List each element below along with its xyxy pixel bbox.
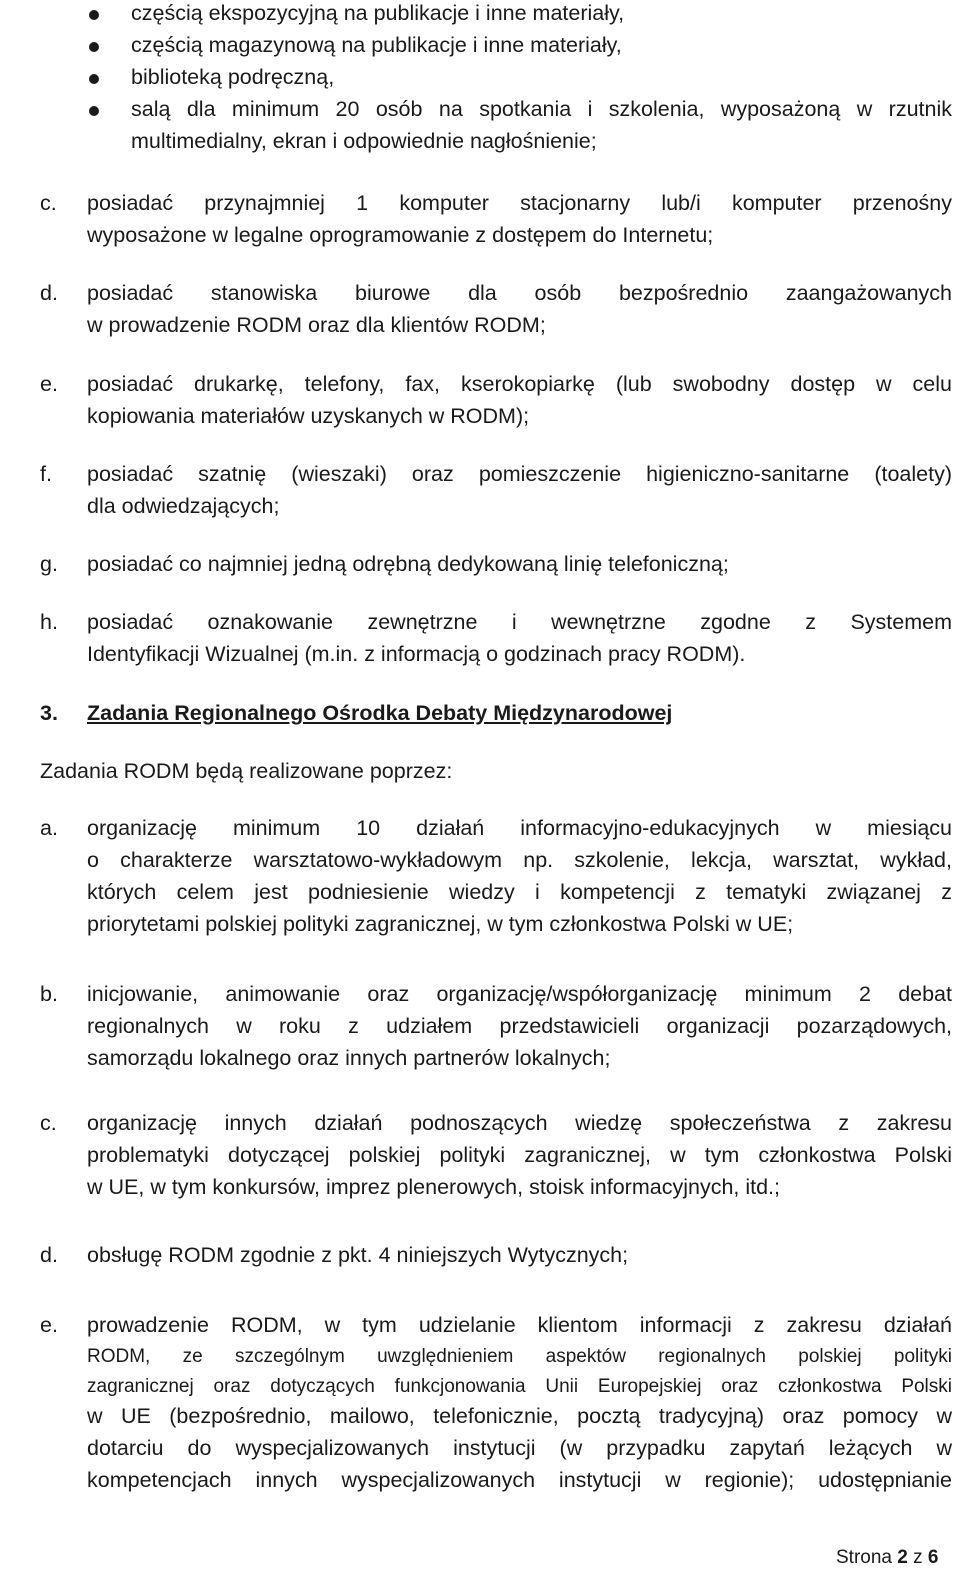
list-item: kopiowania materiałów uzyskanych w RODM);	[87, 404, 530, 428]
list-marker: e.	[40, 372, 58, 396]
list-item: których celem jest podniesienie wiedzy i kompetencji z tematyki związanej z	[87, 880, 952, 904]
section-number: 3.	[40, 701, 58, 725]
list-marker: h.	[40, 610, 58, 634]
list-item: posiadać oznakowanie zewnętrzne i wewnętrzne zgodne z Systemem	[87, 610, 952, 634]
footer-of: z	[913, 1547, 923, 1568]
bullet-dot	[89, 74, 99, 84]
list-item: posiadać przynajmniej 1 komputer stacjonarny lub/i komputer przenośny	[87, 191, 952, 215]
list-item: obsługę RODM zgodnie z pkt. 4 niniejszych Wytycznych;	[87, 1243, 629, 1267]
list-marker: c.	[40, 191, 57, 215]
bullet-item-continuation: multimedialny, ekran i odpowiednie nagłośnienie;	[131, 129, 597, 153]
list-item: posiadać co najmniej jedną odrębną dedykowaną linię telefoniczną;	[87, 552, 729, 576]
list-marker: e.	[40, 1313, 58, 1337]
list-item: Identyfikacji Wizualnej (m.in. z informacją o godzinach pracy RODM).	[87, 642, 746, 666]
footer-label: Strona	[836, 1547, 892, 1568]
bullet-item: salą dla minimum 20 osób na spotkania i szkolenia, wyposażoną w rzutnik	[131, 97, 952, 121]
list-item: dla odwiedzających;	[87, 494, 280, 518]
list-marker: f.	[40, 462, 52, 486]
list-marker: g.	[40, 552, 58, 576]
list-marker: b.	[40, 982, 58, 1006]
page-footer	[836, 1548, 938, 1567]
list-item: samorządu lokalnego oraz innych partnerów lokalnych;	[87, 1046, 611, 1070]
list-item: prowadzenie RODM, w tym udzielanie klientom informacji z zakresu działań	[87, 1313, 952, 1337]
bullet-item: częścią ekspozycyjną na publikacje i inne materiały,	[131, 1, 625, 25]
list-item: regionalnych w roku z udziałem przedstawicieli organizacji pozarządowych,	[87, 1014, 952, 1038]
list-marker: a.	[40, 816, 58, 840]
list-item: RODM, ze szczególnym uwzględnieniem aspektów regionalnych polskiej polityki	[87, 1346, 952, 1367]
footer-current-page: 2	[897, 1547, 908, 1568]
list-item: w prowadzenie RODM oraz dla klientów RODM;	[87, 313, 546, 337]
bullet-dot	[89, 106, 99, 116]
list-marker: c.	[40, 1111, 57, 1135]
list-item: posiadać drukarkę, telefony, fax, kserokopiarkę (lub swobodny dostęp w celu	[87, 372, 952, 396]
list-marker: d.	[40, 1243, 58, 1267]
list-item: posiadać stanowiska biurowe dla osób bezpośrednio zaangażowanych	[87, 281, 952, 305]
list-item: kompetencjach innych wyspecjalizowanych instytucji w regionie); udostępnianie	[87, 1468, 952, 1492]
list-item: wyposażone w legalne oprogramowanie z dostępem do Internetu;	[87, 223, 714, 247]
list-item: organizację minimum 10 działań informacyjno-edukacyjnych w miesiącu	[87, 816, 952, 840]
section-title: Zadania Regionalnego Ośrodka Debaty Międzynarodowej	[87, 701, 673, 725]
list-item: w UE, w tym konkursów, imprez plenerowych, stoisk informacyjnych, itd.;	[87, 1175, 780, 1199]
list-item: o charakterze warsztatowo-wykładowym np. szkolenie, lekcja, warsztat, wykład,	[87, 848, 952, 872]
list-item: problematyki dotyczącej polskiej polityki zagranicznej, w tym członkostwa Polski	[87, 1143, 952, 1167]
list-item: zagranicznej oraz dotyczących funkcjonowania Unii Europejskiej oraz członkostwa Polski	[87, 1376, 952, 1397]
list-item: posiadać szatnię (wieszaki) oraz pomieszczenie higieniczno-sanitarne (toalety)	[87, 462, 952, 486]
section-intro: Zadania RODM będą realizowane poprzez:	[40, 759, 453, 783]
list-item: priorytetami polskiej polityki zagranicznej, w tym członkostwa Polski w UE;	[87, 912, 794, 936]
list-item: organizację innych działań podnoszących wiedzę społeczeństwa z zakresu	[87, 1111, 952, 1135]
list-item: w UE (bezpośrednio, mailowo, telefonicznie, pocztą tradycyjną) oraz pomocy w	[87, 1404, 952, 1428]
footer-total-pages: 6	[927, 1547, 939, 1568]
bullet-item: biblioteką podręczną,	[131, 65, 335, 89]
bullet-dot	[89, 10, 99, 20]
list-marker: d.	[40, 281, 58, 305]
bullet-dot	[89, 42, 99, 52]
bullet-item: częścią magazynową na publikacje i inne materiały,	[131, 33, 622, 57]
list-item: inicjowanie, animowanie oraz organizację/współorganizację minimum 2 debat	[87, 982, 952, 1006]
list-item: dotarciu do wyspecjalizowanych instytucji (w przypadku zapytań leżących w	[87, 1436, 952, 1460]
